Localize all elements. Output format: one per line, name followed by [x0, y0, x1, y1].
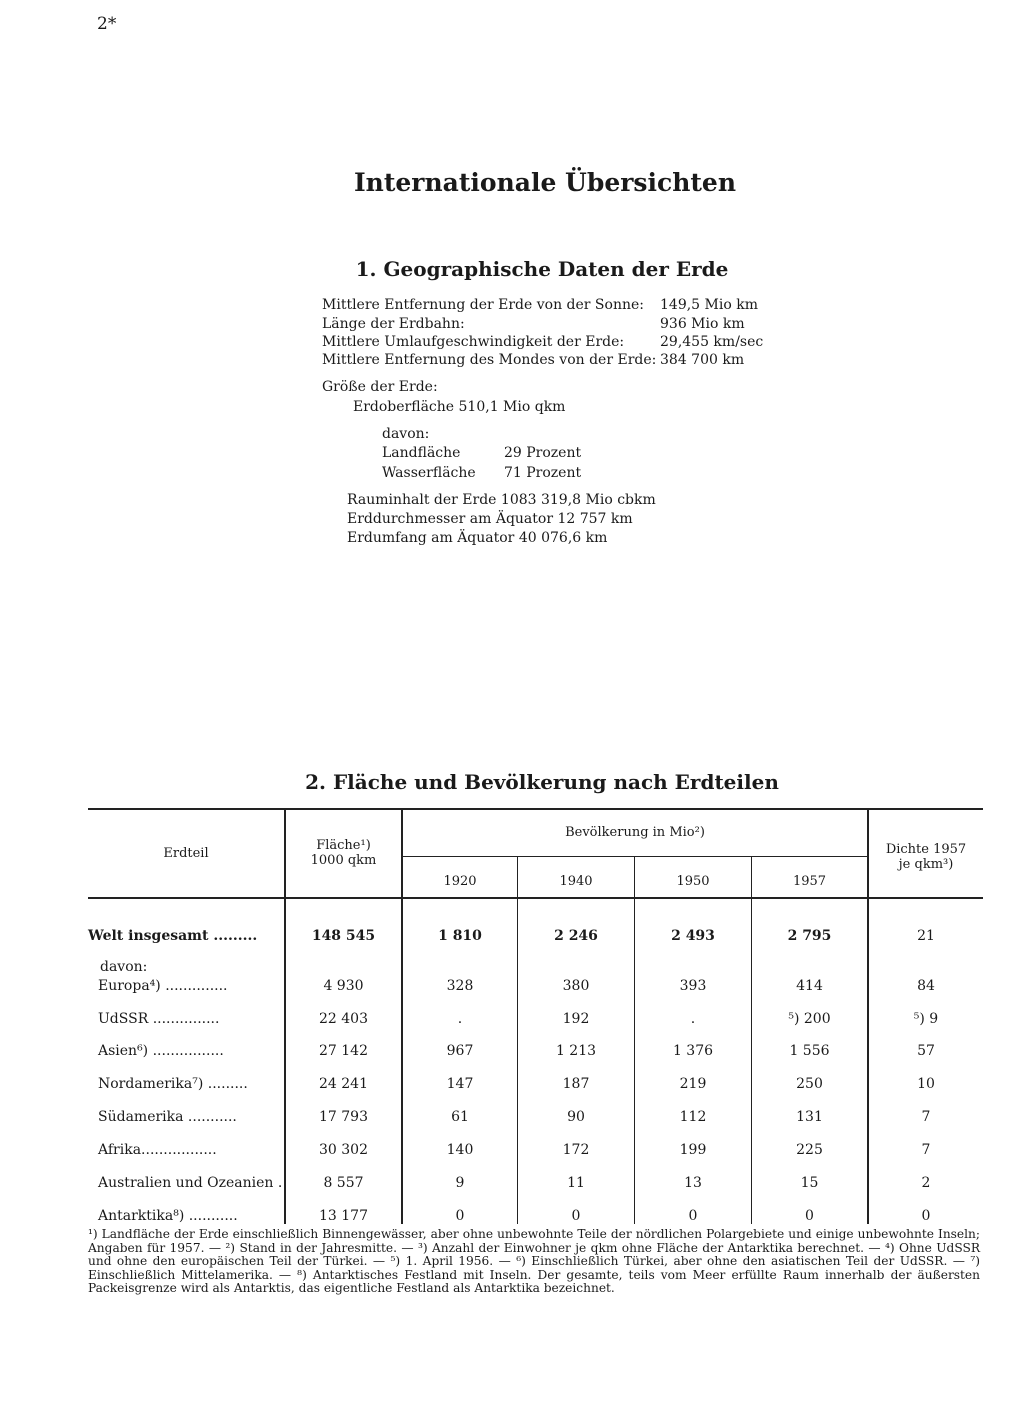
size-heading: Größe der Erde: — [322, 379, 438, 395]
table-top-rule — [88, 808, 983, 810]
cell-flaeche: 27 142 — [319, 1043, 368, 1059]
cell-1950: . — [690, 1011, 696, 1027]
cell-dichte: 84 — [917, 978, 935, 994]
table-row-asien — [0, 1043, 1024, 1065]
cell-1957: 131 — [796, 1109, 823, 1125]
main-title: Internationale Übersichten — [353, 168, 737, 197]
header-year-1957: 1957 — [792, 874, 827, 889]
geo-row-moon-distance — [322, 352, 745, 368]
table-header-rule — [88, 897, 983, 899]
cell-1940: 90 — [567, 1109, 585, 1125]
cell-1940: 187 — [562, 1076, 590, 1092]
cell-1920: . — [457, 1011, 463, 1027]
cell-flaeche: 148 545 — [311, 928, 376, 944]
cell-1940: 2 246 — [554, 928, 598, 944]
cell-1920: 140 — [446, 1142, 474, 1158]
table-row-udssr — [0, 1011, 1024, 1033]
water-row — [382, 465, 582, 481]
table-row-australien — [0, 1175, 1024, 1197]
cell-1920: 61 — [451, 1109, 469, 1125]
cell-1920: 9 — [455, 1175, 465, 1191]
land-row — [382, 445, 582, 461]
header-erdteil: Erdteil — [163, 846, 209, 861]
cell-dichte: 0 — [921, 1208, 931, 1224]
cell-1957: ⁵) 200 — [788, 1011, 831, 1027]
cell-1940: 172 — [562, 1142, 590, 1158]
cell-flaeche: 24 241 — [319, 1076, 368, 1092]
geo-value: 149,5 Mio km — [660, 297, 758, 313]
cell-dichte: 21 — [917, 928, 935, 944]
row-label: Australien und Ozeanien . — [98, 1175, 283, 1191]
cell-1950: 13 — [684, 1175, 702, 1191]
geo-label: Länge der Erdbahn: — [322, 316, 465, 332]
cell-1920: 0 — [455, 1208, 465, 1224]
cell-flaeche: 22 403 — [319, 1011, 368, 1027]
circumference-value: Erdumfang am Äquator 40 076,6 km — [347, 530, 608, 546]
cell-dichte: 2 — [921, 1175, 931, 1191]
row-label: Südamerika ........... — [98, 1109, 237, 1125]
row-label: Europa⁴) .............. — [98, 978, 228, 994]
geo-label: Mittlere Entfernung des Mondes von der Erde: — [322, 352, 657, 368]
cell-1957: 250 — [796, 1076, 823, 1092]
cell-1950: 219 — [679, 1076, 707, 1092]
header-year-1920: 1920 — [443, 874, 477, 889]
cell-1950: 0 — [688, 1208, 698, 1224]
cell-1957: 1 556 — [789, 1043, 830, 1059]
geo-row-orbital-speed — [322, 334, 764, 350]
header-year-1940: 1940 — [559, 874, 593, 889]
table-row-europa — [0, 978, 1024, 1000]
cell-1940: 380 — [562, 978, 590, 994]
geo-row-orbit-length — [322, 316, 745, 332]
geo-value: 936 Mio km — [660, 316, 745, 332]
cell-1957: 0 — [805, 1208, 814, 1224]
surface-value: Erdoberfläche 510,1 Mio qkm — [353, 399, 566, 415]
cell-1920: 328 — [446, 978, 474, 994]
volume-value: Rauminhalt der Erde 1083 319,8 Mio cbkm — [347, 492, 656, 508]
water-label: Wasserfläche — [382, 465, 476, 481]
geo-label: Mittlere Umlaufgeschwindigkeit der Erde: — [322, 334, 625, 350]
diameter-value: Erddurchmesser am Äquator 12 757 km — [347, 511, 633, 527]
section1-title: 1. Geographische Daten der Erde — [355, 257, 729, 281]
row-label: Asien⁶) ................ — [98, 1043, 224, 1059]
table-row-welt — [0, 928, 1024, 950]
cell-1940: 192 — [562, 1011, 590, 1027]
table-row-afrika — [0, 1142, 1024, 1164]
header-year-1950: 1950 — [676, 874, 710, 889]
geo-row-sun-distance — [322, 297, 758, 313]
cell-1957: 2 795 — [787, 928, 832, 944]
section2-title: 2. Fläche und Bevölkerung nach Erdteilen — [305, 770, 779, 794]
footnotes: ¹) Landfläche der Erde einschließlich Binnengewässer, aber ohne unbewohnte Teile der nördlichen Polargebiete und einige unbewohnte Inseln; Angaben für 1957. — ²) Stand in der Jahresmitte. — ³) Anzahl der Einwohner je qkm ohne Fläche der Antarktika berechnet. — ⁴) Ohne UdSSR und ohne den europäischen Teil der Türkei. — ⁵) 1. April 1956. — ⁶) Einschließlich Türkei, aber ohne den asiatischen Teil der UdSSR. — ⁷) Einschließlich Mittelamerika. — ⁸) Antarktisches Festland mit Inseln. Der gesamte, teils vom Meer erfüllte Raum innerhalb der äußersten Packeisgrenze wird als Antarktis, das eigentliche Festland als Antarktika bezeichnet. — [88, 1227, 980, 1296]
cell-1950: 1 376 — [672, 1043, 714, 1059]
cell-1920: 1 810 — [438, 928, 482, 944]
geo-value: 29,455 km/sec — [660, 334, 764, 350]
bevoelkerung-sub-rule — [403, 856, 868, 857]
geo-label: Mittlere Entfernung der Erde von der Sonne: — [322, 297, 644, 313]
cell-flaeche: 30 302 — [319, 1142, 368, 1158]
cell-1940: 1 213 — [555, 1043, 597, 1059]
geo-value: 384 700 km — [660, 352, 745, 368]
col-rule-3 — [517, 857, 518, 1224]
cell-1920: 147 — [446, 1076, 474, 1092]
cell-1950: 393 — [679, 978, 707, 994]
cell-1950: 112 — [679, 1109, 707, 1125]
cell-dichte: 57 — [917, 1043, 935, 1059]
cell-flaeche: 4 930 — [323, 978, 364, 994]
cell-1950: 2 493 — [671, 928, 715, 944]
table-row-nordamerika — [0, 1076, 1024, 1098]
davon-row-label: davon: — [100, 959, 148, 975]
header-dichte: Dichte 1957 je qkm³) — [885, 842, 967, 872]
col-rule-4 — [634, 857, 635, 1224]
row-label: Antarktika⁸) ........... — [98, 1208, 238, 1224]
cell-dichte: 7 — [921, 1109, 931, 1125]
row-label: UdSSR ............... — [98, 1011, 220, 1027]
land-label: Landfläche — [382, 445, 461, 461]
cell-1940: 11 — [567, 1175, 585, 1191]
cell-dichte: ⁵) 9 — [913, 1011, 939, 1027]
cell-dichte: 10 — [917, 1076, 935, 1092]
cell-dichte: 7 — [921, 1142, 931, 1158]
cell-1940: 0 — [571, 1208, 581, 1224]
cell-1957: 225 — [796, 1142, 823, 1158]
page-number: 2* — [97, 14, 117, 34]
row-label: Welt insgesamt ......... — [88, 928, 258, 944]
row-label: Afrika................. — [98, 1142, 217, 1158]
row-label: Nordamerika⁷) ......... — [98, 1076, 248, 1092]
header-flaeche: Fläche¹) 1000 qkm — [310, 838, 377, 868]
cell-1957: 414 — [796, 978, 823, 994]
col-rule-5 — [751, 857, 752, 1224]
cell-1950: 199 — [679, 1142, 707, 1158]
cell-1920: 967 — [446, 1043, 474, 1059]
cell-flaeche: 13 177 — [319, 1208, 368, 1224]
cell-1957: 15 — [800, 1175, 819, 1191]
table-row-suedamerika — [0, 1109, 1024, 1131]
cell-flaeche: 8 557 — [323, 1175, 364, 1191]
cell-flaeche: 17 793 — [319, 1109, 368, 1125]
davon-label: davon: — [382, 426, 430, 442]
land-value: 29 Prozent — [504, 445, 582, 461]
water-value: 71 Prozent — [504, 465, 582, 481]
header-bevoelkerung: Bevölkerung in Mio²) — [565, 825, 705, 840]
